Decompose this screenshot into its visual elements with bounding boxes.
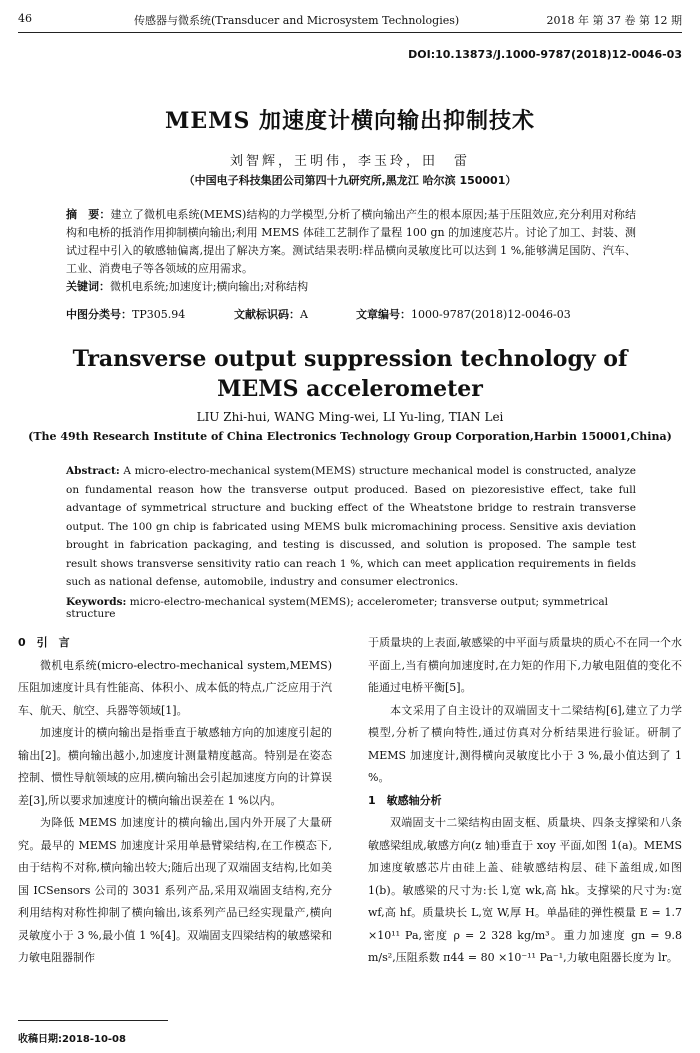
abstract-label: 摘 要： (66, 208, 111, 221)
article-value: 1000-9787(2018)12-0046-03 (411, 308, 571, 321)
chinese-abstract (66, 206, 636, 296)
english-authors: LIU Zhi-hui, WANG Ming-wei, LI Yu-ling, TIAN Lei (196, 410, 504, 424)
running-header (18, 8, 682, 30)
journal-name: 传感器与微系统(Transducer and Microsystem Technologies) (134, 14, 460, 27)
issue-info: 2018 年 第 37 卷 第 12 期 (546, 14, 682, 27)
class-label: 中图分类号： (66, 308, 132, 321)
body-left-column (18, 632, 332, 970)
section-1-heading: 1 敏感轴分析 (368, 793, 442, 807)
doi: DOI:10.13873/J.1000-9787(2018)12-0046-03 (408, 48, 682, 61)
paragraph: 为降低 MEMS 加速度计的横向输出,国内外开展了大量研究。最早的 MEMS 加速度计采用单悬臂梁结构,在工作模态下,由于结构不对称,横向输出较大;随后出现了双端固支结构,比如美国 ICSensors 公司的 3031 系列产品,采用双端固支结构,充分利用结构对称性抑制了横向输出,该系列产品已经实现量产,横向灵敏度小于 3 %,最小值 1 %[4]。双端固支四梁结构的敏感梁和力敏电阻器制作 (18, 816, 332, 964)
page-number: 46 (18, 12, 32, 25)
header-rule (18, 32, 682, 33)
body-right-column (368, 632, 682, 970)
paragraph: 于质量块的上表面,敏感梁的中平面与质量块的质心不在同一个水平面上,当有横向加速度时,在力矩的作用下,力敏电阻值的变化不能通过电桥平衡[5]。 (368, 636, 682, 694)
keywords-text: 微机电系统;加速度计;横向输出;对称结构 (110, 280, 309, 293)
received-date: 收稿日期:2018-10-08 (18, 1034, 126, 1045)
english-affiliation: (The 49th Research Institute of China Electronics Technology Group Corporation,Harbin 150001,China) (28, 430, 672, 443)
section-0-heading: 0 引 言 (18, 636, 70, 649)
doccode-label: 文献标识码： (234, 308, 300, 321)
abstract-text: 建立了微机电系统(MEMS)结构的力学模型,分析了横向输出产生的根本原因;基于压阻效应,充分利用对称结构和电桥的抵消作用抑制横向输出;利用 MEMS 体硅工艺制作了量程 100 gn 的加速度芯片。讨论了加工、封装、测试过程中引入的敏感轴偏离,提出了解决方案。测试结果表明:样品横向灵敏度比可以达到 1 %,能够满足国防、汽车、工业、消费电子等各领域的应用需求。 (66, 208, 637, 275)
article-label: 文章编号： (356, 308, 411, 321)
chinese-authors: 刘智辉，王明伟，李玉玲，田 雷 (229, 154, 470, 169)
paragraph: 双端固支十二梁结构由固支框、质量块、四条支撑梁和八条敏感梁组成,敏感方向(z 轴)垂直于 xoy 平面,如图 1(a)。MEMS 加速度敏感芯片由硅上盖、硅敏感结构层、硅下盖组成,如图 1(b)。敏感梁的尺寸为:长 l,宽 wk,高 hk。支撑梁的尺寸为:宽 wf,高 hf。质量块长 L,宽 W,厚 H。单晶硅的弹性模量 E = 1.7 ×10¹¹ Pa,密度 ρ = 2 328 kg/m³。重力加速度 gn = 9.8 m/s²,压阻系数 π44 = 80 ×10⁻¹¹ Pa⁻¹,力敏电阻器长度为 lr。 (368, 816, 682, 964)
keywords-label: 关键词： (66, 280, 110, 293)
english-abstract (66, 462, 636, 592)
english-abstract-text: A micro-electro-mechanical system(MEMS) structure mechanical model is constructed, analyze on fundamental reason how the transverse output produced. Based on piezoresistive effect, take full advantage of symmetrical structure and bucking effect of the Wheatstone bridge to restrain transverse output. The 100 gn chip is fabricated using MEMS bulk micromachining process. Sensitive axis deviation brought in fabrication packaging, and testing is discussed, and solution is proposed. The sample test result shows transverse sensitivity ratio can reach 1 %, which can meet application requirements in fields such as national defense, automobile, industry and consumer electronics. (66, 465, 637, 588)
chinese-title: MEMS 加速度计横向输出抑制技术 (164, 108, 536, 134)
classification-line (66, 306, 636, 322)
english-keywords-label: Keywords: (66, 596, 127, 608)
class-value: TP305.94 (132, 308, 186, 321)
english-title-line1: Transverse output suppression technology of (72, 346, 628, 372)
paragraph: 加速度计的横向输出是指垂直于敏感轴方向的加速度引起的输出[2]。横向输出越小,加速度计测量精度越高。特别是在姿态控制、惯性导航领域的应用,横向输出会引起加速度方向的计算误差[3],所以要求加速度计的横向输出误差在 1 %以内。 (18, 726, 332, 807)
chinese-affiliation: （中国电子科技集团公司第四十九研究所,黑龙江 哈尔滨 150001） (183, 174, 517, 187)
english-keywords (66, 596, 636, 620)
footnote-rule (18, 1020, 168, 1021)
paragraph: 微机电系统(micro-electro-mechanical system,MEMS)压阻加速度计具有性能高、体积小、成本低的特点,广泛应用于汽车、航天、航空、兵器等领域[1]。 (18, 658, 332, 717)
english-abstract-label: Abstract: (66, 465, 120, 477)
doccode-value: A (300, 308, 308, 321)
paragraph: 本文采用了自主设计的双端固支十二梁结构[6],建立了力学模型,分析了横向特性,通过仿真对分析结果进行验证。研制了 MEMS 加速度计,测得横向灵敏度比小于 3 %,最小值达到了 1 %。 (368, 703, 682, 784)
english-title (0, 344, 700, 404)
english-title-line2: MEMS accelerometer (217, 376, 483, 402)
english-keywords-text: micro-electro-mechanical system(MEMS); accelerometer; transverse output; symmetrical structure (66, 596, 608, 620)
